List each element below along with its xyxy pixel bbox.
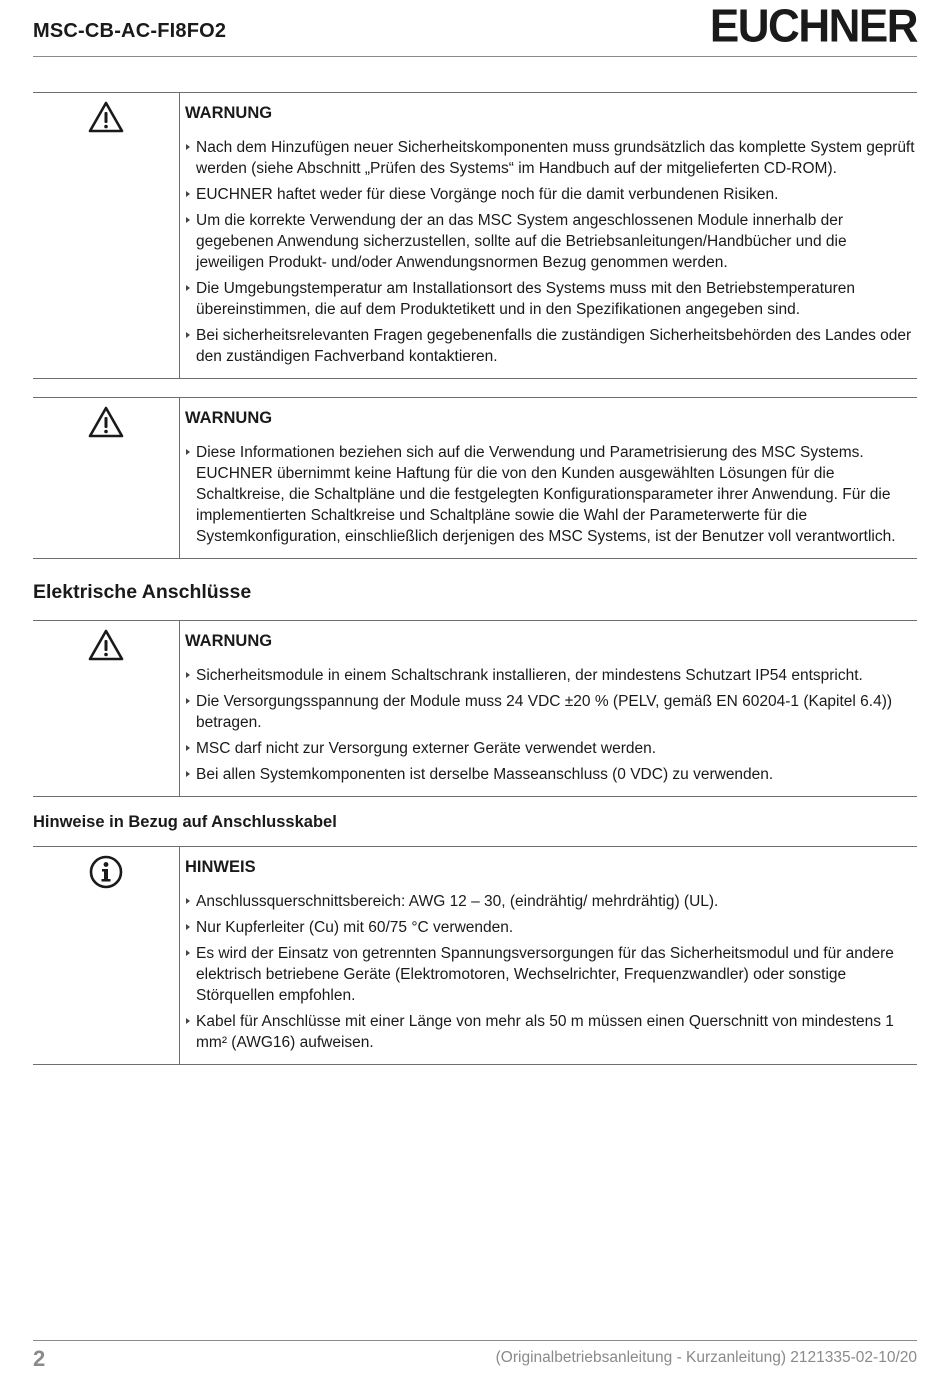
warning-box-3 xyxy=(33,620,917,797)
list-item: EUCHNER haftet weder für diese Vorgänge noch für die damit verbundenen Risiken. xyxy=(185,184,917,205)
notice-title: WARNUNG xyxy=(185,632,273,650)
notice-list xyxy=(185,665,917,785)
list-item: Bei allen Systemkomponenten ist derselbe Masseanschluss (0 VDC) zu verwenden. xyxy=(185,764,917,785)
list-item: Nach dem Hinzufügen neuer Sicherheitskomponenten muss grundsätzlich das komplette System geprüft werden (siehe Abschnitt „Prüfen des Systems“ im Handbuch auf der mitgelieferten CD-ROM). xyxy=(185,137,917,179)
notice-icon-column xyxy=(33,398,180,558)
notice-title: HINWEIS xyxy=(185,858,256,876)
notice-body xyxy=(180,847,917,1064)
document-reference: (Originalbetriebsanleitung - Kurzanleitung) 2121335-02-10/20 xyxy=(495,1349,917,1366)
notice-title: WARNUNG xyxy=(185,104,273,122)
list-item: Die Versorgungsspannung der Module muss 24 VDC ±20 % (PELV, gemäß EN 60204-1 (Kapitel 6.4)) betragen. xyxy=(185,691,917,733)
notice-list xyxy=(185,137,917,367)
list-item: MSC darf nicht zur Versorgung externer Geräte verwendet werden. xyxy=(185,738,917,759)
notice-body xyxy=(180,398,917,558)
list-item: Die Umgebungstemperatur am Installationsort des Systems muss mit den Betriebstemperaturen übereinstimmen, die auf dem Produktetikett und in den Spezifikationen angegeben sind. xyxy=(185,278,917,320)
warning-icon xyxy=(88,406,124,558)
warning-box-1 xyxy=(33,92,917,379)
warning-box-2 xyxy=(33,397,917,559)
document-title: MSC-CB-AC-FI8FO2 xyxy=(33,20,227,42)
notice-body xyxy=(180,93,917,378)
section-heading-electrical: Elektrische Anschlüsse xyxy=(33,581,252,603)
notice-title: WARNUNG xyxy=(185,409,273,427)
section-heading-cables: Hinweise in Bezug auf Anschlusskabel xyxy=(33,813,337,831)
page-content xyxy=(33,92,917,1065)
warning-icon xyxy=(88,101,124,378)
euchner-logo: EUCHNER xyxy=(709,0,917,53)
list-item: Anschlussquerschnittsbereich: AWG 12 – 30, (eindrähtig/ mehrdrähtig) (UL). xyxy=(185,891,917,912)
list-item: Diese Informationen beziehen sich auf die Verwendung und Parametrisierung des MSC Systems. EUCHNER übernimmt keine Haftung für die von den Kunden ausgewählten Lösungen für die Schaltkreise, die Schaltpläne und die festgelegten Konfigurationsparameter ihrer Anwendung. Für die implementierten Schaltkreise und Schaltpläne sowie die Wahl der Parameterwerte für die Systemkonfiguration, einschließlich derjenigen des MSC Systems, ist der Benutzer voll verantwortlich. xyxy=(185,442,917,547)
list-item: Um die korrekte Verwendung der an das MSC System angeschlossenen Module innerhalb der gegebenen Anwendung sicherzustellen, sollte auf die Betriebsanleitungen/Handbücher und die jeweiligen Produkt- und/oder Anwendungsnormen Bezug genommen werden. xyxy=(185,210,917,273)
note-box xyxy=(33,846,917,1065)
notice-icon-column xyxy=(33,847,180,1064)
footer-divider xyxy=(33,1340,917,1341)
notice-list xyxy=(185,442,917,547)
notice-body xyxy=(180,621,917,796)
list-item: Bei sicherheitsrelevanten Fragen gegebenenfalls die zuständigen Sicherheitsbehörden des Landes oder den zuständigen Fachverband kontaktieren. xyxy=(185,325,917,367)
list-item: Kabel für Anschlüsse mit einer Länge von mehr als 50 m müssen einen Querschnitt von mindestens 1 mm² (AWG16) aufweisen. xyxy=(185,1011,917,1053)
notice-list xyxy=(185,891,917,1053)
info-icon xyxy=(89,855,123,1064)
notice-icon-column xyxy=(33,621,180,796)
warning-icon xyxy=(88,629,124,796)
page-number: 2 xyxy=(33,1346,46,1371)
notice-icon-column xyxy=(33,93,180,378)
list-item: Es wird der Einsatz von getrennten Spannungsversorgungen für das Sicherheitsmodul und für andere elektrisch betriebene Geräte (Elektromotoren, Wechselrichter, Frequenzwandler) oder sonstige Störquellen empfohlen. xyxy=(185,943,917,1006)
header-divider xyxy=(33,56,917,57)
list-item: Sicherheitsmodule in einem Schaltschrank installieren, der mindestens Schutzart IP54 entspricht. xyxy=(185,665,917,686)
list-item: Nur Kupferleiter (Cu) mit 60/75 °C verwenden. xyxy=(185,917,917,938)
